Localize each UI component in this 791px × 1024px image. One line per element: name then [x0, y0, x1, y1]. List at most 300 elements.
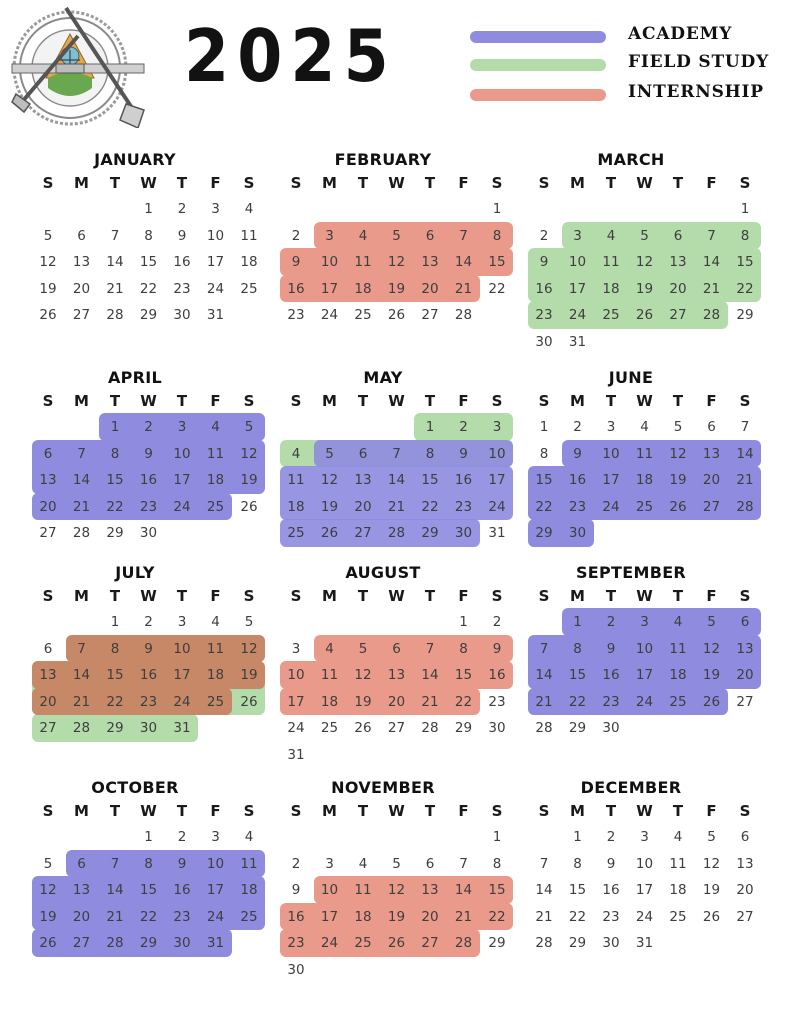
day-cell: 15 — [535, 472, 553, 488]
day-cell: 17 — [173, 667, 191, 683]
day-cell: 30 — [488, 720, 506, 736]
day-cell: 21 — [454, 280, 473, 297]
weekday-label: T — [424, 174, 436, 192]
weekday-label: M — [570, 392, 585, 410]
day-cell: 17 — [488, 472, 506, 488]
day-cell: 11 — [602, 254, 620, 270]
day-cell: 17 — [602, 472, 620, 488]
surveying-emblem-icon — [8, 6, 148, 128]
day-cell: 9 — [177, 227, 187, 244]
day-cell: 16 — [602, 882, 620, 898]
weekday-label: F — [458, 174, 469, 192]
day-cell: 22 — [535, 498, 553, 515]
day-cell: 1 — [573, 829, 582, 845]
day-cell: 10 — [635, 640, 654, 657]
weekday-label: T — [672, 174, 684, 192]
day-cell: 24 — [320, 935, 339, 951]
day-cell: 6 — [77, 855, 86, 872]
day-cell: 25 — [287, 525, 305, 541]
day-cell: 29 — [736, 307, 754, 323]
day-cell: 7 — [425, 640, 435, 657]
day-cell: 29 — [488, 935, 506, 951]
day-cell: 22 — [488, 908, 506, 925]
day-cell: 2 — [606, 829, 616, 845]
day-cell: 3 — [640, 614, 649, 630]
day-cell: 29 — [454, 720, 473, 736]
day-cell: 23 — [535, 307, 553, 323]
day-cell: 12 — [387, 254, 406, 270]
day-cell: 21 — [72, 498, 91, 515]
day-cell: 18 — [206, 667, 225, 683]
weekday-label: M — [322, 174, 337, 192]
day-cell: 25 — [669, 908, 687, 925]
day-cell: 25 — [206, 693, 225, 710]
day-cell: 26 — [702, 908, 721, 925]
day-cell: 8 — [492, 227, 502, 244]
day-cell: 14 — [454, 882, 473, 898]
day-cell: 17 — [173, 472, 191, 488]
day-cell: 15 — [106, 667, 124, 683]
day-cell: 22 — [454, 693, 473, 710]
month-june — [527, 368, 772, 578]
weekday-label: S — [491, 392, 503, 410]
weekday-label: S — [42, 174, 54, 192]
weekday-label: S — [739, 392, 751, 410]
day-cell: 2 — [539, 227, 549, 244]
day-cell: 2 — [291, 855, 301, 872]
day-cell: 20 — [72, 280, 91, 297]
day-cell: 15 — [568, 882, 587, 898]
day-cell: 6 — [358, 445, 368, 462]
weekday-label: S — [42, 587, 54, 605]
day-cell: 1 — [110, 419, 120, 435]
weekday-label: W — [140, 174, 157, 192]
day-cell: 8 — [573, 640, 582, 657]
day-cell: 6 — [43, 640, 53, 657]
day-cell: 26 — [320, 525, 339, 541]
day-cell: 17 — [320, 908, 339, 925]
day-cell: 21 — [454, 908, 473, 925]
day-cell: 22 — [568, 693, 587, 710]
day-cell: 24 — [488, 498, 506, 515]
weekday-label: T — [605, 587, 617, 605]
weekday-label: T — [109, 587, 121, 605]
weekday-label: S — [491, 174, 503, 192]
month-title: JUNE — [608, 368, 654, 387]
day-cell: 14 — [454, 254, 473, 270]
day-cell: 27 — [387, 720, 406, 736]
day-cell: 20 — [72, 908, 91, 925]
day-cell: 6 — [740, 829, 750, 845]
day-cell: 28 — [454, 307, 473, 323]
day-cell: 1 — [539, 419, 549, 435]
day-cell: 21 — [535, 693, 553, 710]
day-cell: 29 — [139, 307, 158, 323]
day-cell: 11 — [354, 254, 372, 270]
month-title: MAY — [363, 368, 403, 387]
year-title: 2025 — [184, 14, 397, 98]
day-cell: 28 — [535, 720, 553, 736]
day-cell: 25 — [354, 307, 372, 323]
weekday-label: W — [388, 802, 405, 820]
day-cell: 16 — [139, 472, 158, 488]
day-cell: 22 — [106, 498, 124, 515]
day-cell: 14 — [106, 882, 124, 898]
day-cell: 13 — [736, 855, 754, 872]
day-cell: 14 — [72, 667, 91, 683]
day-cell: 21 — [106, 280, 124, 297]
day-cell: 26 — [39, 935, 57, 951]
day-cell: 31 — [635, 935, 654, 951]
day-cell: 24 — [635, 693, 654, 710]
day-cell: 8 — [492, 855, 502, 872]
weekday-label: W — [388, 587, 405, 605]
day-cell: 8 — [110, 640, 120, 657]
day-cell: 19 — [39, 280, 57, 297]
day-cell: 31 — [568, 333, 587, 350]
legend-swatch — [470, 31, 606, 43]
day-cell: 13 — [421, 882, 439, 898]
day-cell: 25 — [635, 498, 654, 515]
weekday-label: S — [739, 802, 751, 820]
day-cell: 12 — [354, 667, 372, 683]
day-cell: 19 — [240, 472, 258, 488]
legend-swatch — [470, 59, 606, 71]
weekday-label: S — [290, 174, 302, 192]
month-title: OCTOBER — [91, 778, 179, 797]
day-cell: 12 — [39, 254, 57, 270]
day-cell: 21 — [736, 472, 754, 488]
day-cell: 18 — [635, 472, 654, 488]
day-cell: 11 — [240, 227, 258, 244]
day-cell: 2 — [573, 419, 582, 435]
day-cell: 12 — [702, 640, 721, 657]
day-cell: 13 — [72, 254, 91, 270]
day-cell: 13 — [354, 472, 372, 488]
day-cell: 23 — [173, 280, 191, 297]
month-november — [279, 778, 524, 988]
day-cell: 14 — [72, 472, 91, 488]
day-cell: 13 — [387, 667, 406, 683]
weekday-label: W — [636, 802, 653, 820]
day-cell: 23 — [173, 908, 191, 925]
weekday-label: S — [243, 174, 255, 192]
day-cell: 7 — [392, 445, 401, 462]
day-cell: 21 — [535, 908, 553, 925]
day-cell: 11 — [206, 640, 225, 657]
day-cell: 1 — [573, 614, 582, 630]
day-cell: 23 — [488, 693, 506, 710]
month-march — [527, 150, 772, 360]
weekday-label: S — [243, 392, 255, 410]
day-cell: 9 — [459, 445, 468, 462]
weekday-label: M — [322, 802, 337, 820]
weekday-label: M — [570, 174, 585, 192]
day-cell: 11 — [320, 667, 339, 683]
weekday-label: F — [210, 587, 221, 605]
day-cell: 26 — [240, 498, 258, 515]
day-cell: 10 — [206, 855, 225, 872]
weekday-label: M — [322, 392, 337, 410]
day-cell: 31 — [206, 935, 225, 951]
day-cell: 7 — [740, 419, 750, 435]
weekday-label: T — [357, 392, 369, 410]
day-cell: 4 — [211, 614, 220, 630]
day-cell: 5 — [392, 855, 401, 872]
day-cell: 28 — [387, 525, 406, 541]
day-cell: 19 — [387, 908, 406, 925]
day-cell: 25 — [602, 307, 620, 323]
day-cell: 17 — [635, 667, 654, 683]
day-cell: 18 — [240, 254, 258, 270]
day-cell: 25 — [320, 720, 339, 736]
day-cell: 27 — [421, 307, 439, 323]
day-cell: 18 — [602, 280, 620, 297]
day-cell: 27 — [354, 525, 372, 541]
day-cell: 22 — [568, 908, 587, 925]
weekday-label: T — [605, 392, 617, 410]
day-cell: 5 — [244, 614, 254, 630]
weekday-label: T — [109, 802, 121, 820]
day-cell: 16 — [568, 472, 587, 488]
day-cell: 19 — [702, 882, 721, 898]
day-cell: 15 — [421, 472, 439, 488]
day-cell: 30 — [454, 525, 473, 541]
weekday-label: W — [388, 392, 405, 410]
month-august — [279, 563, 524, 773]
day-cell: 14 — [421, 667, 439, 683]
day-cell: 28 — [702, 307, 721, 323]
day-cell: 6 — [77, 227, 86, 244]
day-cell: 31 — [488, 525, 506, 541]
legend-swatch — [470, 89, 606, 101]
day-cell: 2 — [144, 614, 153, 630]
day-cell: 5 — [673, 419, 683, 435]
day-cell: 7 — [110, 855, 120, 872]
day-cell: 19 — [669, 472, 687, 488]
day-cell: 13 — [702, 445, 721, 462]
day-cell: 1 — [144, 201, 153, 217]
weekday-label: M — [74, 174, 89, 192]
day-cell: 5 — [707, 829, 716, 845]
day-cell: 15 — [139, 882, 158, 898]
day-cell: 7 — [539, 855, 549, 872]
day-cell: 14 — [736, 445, 754, 462]
day-cell: 21 — [421, 693, 439, 710]
day-cell: 10 — [488, 445, 506, 462]
day-cell: 30 — [173, 935, 191, 951]
day-cell: 12 — [320, 472, 339, 488]
day-cell: 24 — [206, 280, 225, 297]
day-cell: 11 — [240, 855, 258, 872]
day-cell: 20 — [354, 498, 372, 515]
weekday-label: W — [636, 587, 653, 605]
weekday-label: F — [706, 174, 717, 192]
day-cell: 20 — [387, 693, 406, 710]
day-cell: 27 — [39, 525, 57, 541]
day-cell: 4 — [244, 201, 254, 217]
day-cell: 12 — [387, 882, 406, 898]
day-cell: 2 — [459, 419, 468, 435]
day-cell: 18 — [240, 882, 258, 898]
day-cell: 31 — [206, 307, 225, 323]
day-cell: 9 — [573, 445, 582, 462]
month-january — [31, 150, 276, 360]
day-cell: 17 — [320, 280, 339, 297]
day-cell: 24 — [635, 908, 654, 925]
day-cell: 1 — [492, 829, 502, 845]
day-cell: 27 — [736, 908, 754, 925]
day-cell: 5 — [358, 640, 368, 657]
day-cell: 3 — [211, 201, 220, 217]
weekday-label: T — [605, 174, 617, 192]
weekday-label: W — [140, 392, 157, 410]
day-cell: 19 — [320, 498, 339, 515]
day-cell: 2 — [177, 201, 187, 217]
day-cell: 15 — [736, 254, 754, 270]
day-cell: 13 — [72, 882, 91, 898]
day-cell: 12 — [702, 855, 721, 872]
weekday-label: S — [538, 174, 550, 192]
month-title: DECEMBER — [580, 778, 682, 797]
day-cell: 4 — [640, 419, 649, 435]
day-cell: 30 — [602, 720, 620, 736]
weekday-label: M — [74, 587, 89, 605]
day-cell: 8 — [425, 445, 435, 462]
day-cell: 2 — [291, 227, 301, 244]
day-cell: 21 — [72, 693, 91, 710]
day-cell: 30 — [568, 525, 587, 541]
day-cell: 20 — [736, 882, 754, 898]
weekday-label: F — [210, 174, 221, 192]
day-cell: 26 — [387, 935, 406, 951]
day-cell: 20 — [736, 667, 754, 683]
day-cell: 7 — [539, 640, 549, 657]
day-cell: 4 — [211, 419, 220, 435]
day-cell: 21 — [702, 280, 721, 297]
day-cell: 1 — [144, 829, 153, 845]
day-cell: 30 — [602, 935, 620, 951]
day-cell: 16 — [535, 280, 553, 297]
day-cell: 4 — [358, 227, 368, 244]
weekday-label: S — [42, 392, 54, 410]
day-cell: 28 — [535, 935, 553, 951]
day-cell: 5 — [43, 227, 53, 244]
day-cell: 23 — [602, 693, 620, 710]
day-cell: 5 — [325, 445, 334, 462]
month-december — [527, 778, 772, 988]
day-cell: 2 — [606, 614, 616, 630]
day-cell: 11 — [206, 445, 225, 462]
day-cell: 27 — [39, 720, 57, 736]
day-cell: 6 — [740, 614, 750, 630]
day-cell: 21 — [387, 498, 406, 515]
day-cell: 11 — [669, 855, 687, 872]
day-cell: 16 — [287, 908, 305, 925]
month-february — [279, 150, 524, 360]
weekday-label: F — [706, 392, 717, 410]
weekday-label: T — [176, 587, 188, 605]
day-cell: 16 — [173, 882, 191, 898]
day-cell: 17 — [568, 280, 587, 297]
day-cell: 11 — [287, 472, 305, 488]
legend-label: FIELD STUDY — [628, 52, 770, 72]
day-cell: 28 — [72, 720, 91, 736]
day-cell: 20 — [421, 908, 439, 925]
month-may — [279, 368, 524, 578]
day-cell: 19 — [39, 908, 57, 925]
day-cell: 3 — [177, 419, 187, 435]
weekday-label: M — [74, 392, 89, 410]
day-cell: 8 — [459, 640, 468, 657]
day-cell: 1 — [459, 614, 468, 630]
weekday-label: S — [491, 587, 503, 605]
day-cell: 24 — [568, 307, 587, 323]
day-cell: 8 — [740, 227, 750, 244]
weekday-label: S — [491, 802, 503, 820]
day-cell: 27 — [736, 693, 754, 710]
day-cell: 4 — [673, 614, 683, 630]
day-cell: 2 — [492, 614, 502, 630]
day-cell: 28 — [72, 525, 91, 541]
day-cell: 22 — [488, 280, 506, 297]
day-cell: 13 — [421, 254, 439, 270]
day-cell: 1 — [110, 614, 120, 630]
day-cell: 19 — [354, 693, 372, 710]
day-cell: 18 — [206, 472, 225, 488]
day-cell: 30 — [139, 720, 158, 736]
day-cell: 13 — [39, 472, 57, 488]
day-cell: 9 — [606, 855, 616, 872]
day-cell: 6 — [673, 227, 683, 244]
day-cell: 14 — [387, 472, 406, 488]
day-cell: 6 — [425, 855, 435, 872]
day-cell: 10 — [320, 882, 339, 898]
day-cell: 13 — [39, 667, 57, 683]
weekday-label: S — [243, 802, 255, 820]
day-cell: 24 — [287, 720, 305, 736]
weekday-label: S — [290, 587, 302, 605]
day-cell: 27 — [72, 935, 91, 951]
month-title: JANUARY — [94, 150, 176, 169]
day-cell: 5 — [43, 855, 53, 872]
day-cell: 2 — [144, 419, 153, 435]
day-cell: 6 — [707, 419, 716, 435]
month-title: MARCH — [597, 150, 665, 169]
day-cell: 12 — [240, 640, 258, 657]
weekday-label: S — [538, 392, 550, 410]
day-cell: 18 — [354, 280, 372, 297]
day-cell: 23 — [287, 307, 305, 323]
day-cell: 18 — [669, 882, 687, 898]
weekday-label: S — [538, 802, 550, 820]
day-cell: 28 — [106, 307, 124, 323]
month-october — [31, 778, 276, 988]
day-cell: 6 — [43, 445, 53, 462]
day-cell: 9 — [177, 855, 187, 872]
day-cell: 26 — [39, 307, 57, 323]
day-cell: 10 — [320, 254, 339, 270]
day-cell: 5 — [640, 227, 649, 244]
month-title: AUGUST — [345, 563, 421, 582]
day-cell: 17 — [206, 882, 225, 898]
weekday-label: F — [458, 802, 469, 820]
day-cell: 17 — [635, 882, 654, 898]
weekday-label: T — [424, 392, 436, 410]
weekday-label: T — [176, 392, 188, 410]
day-cell: 9 — [539, 254, 549, 270]
month-title: JULY — [115, 563, 155, 582]
